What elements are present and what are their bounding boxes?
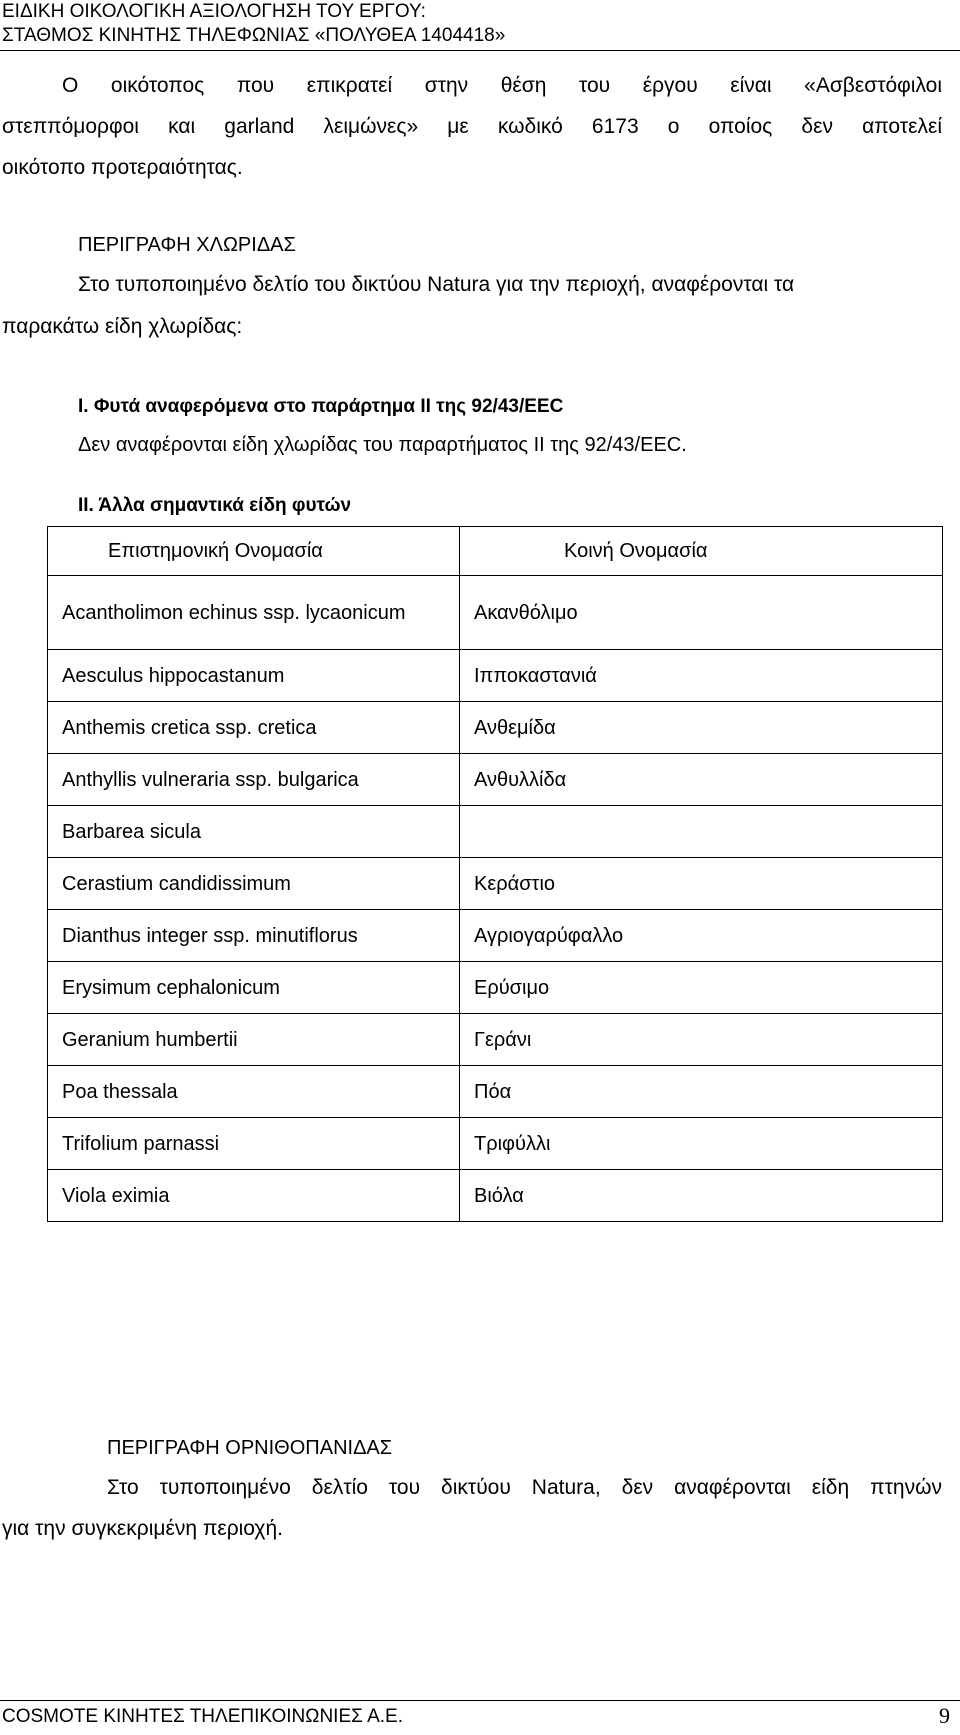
header-subtitle: ΣΤΑΘΜΟΣ ΚΙΝΗΤΗΣ ΤΗΛΕΦΩΝΙΑΣ «ΠΟΛΥΘΕΑ 1404418» xyxy=(2,25,506,46)
birds-line-2: για την συγκεκριμένη περιοχή. xyxy=(2,1517,283,1540)
scientific-name-cell: Poa thessala xyxy=(48,1066,460,1118)
common-name-cell: Ιπποκαστανιά xyxy=(460,650,943,702)
header-divider xyxy=(0,50,960,51)
scientific-name-cell: Geranium humbertii xyxy=(48,1014,460,1066)
common-name-cell xyxy=(460,806,943,858)
table-row xyxy=(48,1170,943,1222)
scientific-name-cell: Aesculus hippocastanum xyxy=(48,650,460,702)
scientific-name-cell: Barbarea sicula xyxy=(48,806,460,858)
flora-paragraph-cont xyxy=(2,313,242,341)
table-row xyxy=(48,754,943,806)
footer-divider xyxy=(0,1700,960,1701)
common-name-cell: Ακανθόλιμο xyxy=(460,576,943,650)
table-row xyxy=(48,1066,943,1118)
common-name-cell: Αγριογαρύφαλλο xyxy=(460,910,943,962)
header-title: ΕΙΔΙΚΗ ΟΙΚΟΛΟΓΙΚΗ ΑΞΙΟΛΟΓΗΣΗ ΤΟΥ ΕΡΓΟΥ: xyxy=(2,1,426,22)
common-name-cell: Τριφύλλι xyxy=(460,1118,943,1170)
species-table xyxy=(47,526,943,1222)
section2-heading: ΙΙ. Άλλα σημαντικά είδη φυτών xyxy=(78,495,352,516)
table-row xyxy=(48,650,943,702)
common-name-cell: Ανθεμίδα xyxy=(460,702,943,754)
scientific-name-cell: Anthemis cretica ssp. cretica xyxy=(48,702,460,754)
intro-line-1: Ο οικότοπος που επικρατεί στην θέση του έργου είναι «Ασβεστόφιλοι xyxy=(62,74,942,97)
document-header xyxy=(2,0,505,48)
common-name-cell: Ανθυλλίδα xyxy=(460,754,943,806)
common-name-cell: Κεράστιο xyxy=(460,858,943,910)
birds-paragraph-cont xyxy=(2,1515,283,1543)
scientific-name-cell: Viola eximia xyxy=(48,1170,460,1222)
intro-paragraph-cont xyxy=(2,113,942,182)
birds-heading: ΠΕΡΙΓΡΑΦΗ ΟΡΝΙΘΟΠΑΝΙΔΑΣ xyxy=(107,1437,393,1459)
common-name-cell: Πόα xyxy=(460,1066,943,1118)
flora-line-2: παρακάτω είδη χλωρίδας: xyxy=(2,315,243,338)
table-row xyxy=(48,702,943,754)
section1-heading: Ι. Φυτά αναφερόμενα στο παράρτημα ΙΙ της 92/43/ΕEC xyxy=(78,396,564,417)
table-row xyxy=(48,962,943,1014)
birds-paragraph xyxy=(107,1474,942,1502)
section1-text: Δεν αναφέρονται είδη χλωρίδας του παραρτήματος ΙΙ της 92/43/ΕEC. xyxy=(78,434,687,456)
scientific-name-cell: Dianthus integer ssp. minutiflorus xyxy=(48,910,460,962)
page-number: 9 xyxy=(939,1703,950,1728)
scientific-name-cell: Erysimum cephalonicum xyxy=(48,962,460,1014)
table-row xyxy=(48,576,943,650)
table-row xyxy=(48,858,943,910)
flora-paragraph xyxy=(78,271,942,299)
birds-line-1: Στο τυποποιημένο δελτίο του δικτύου Natura, δεν αναφέρονται είδη πτηνών xyxy=(107,1476,942,1499)
scientific-name-cell: Acantholimon echinus ssp. lycaonicum xyxy=(48,576,460,650)
column-header-scientific: Επιστημονική Ονομασία xyxy=(48,527,460,576)
common-name-cell: Ερύσιμο xyxy=(460,962,943,1014)
scientific-name-cell: Anthyllis vulneraria ssp. bulgarica xyxy=(48,754,460,806)
scientific-name-cell: Trifolium parnassi xyxy=(48,1118,460,1170)
common-name-cell: Γεράνι xyxy=(460,1014,943,1066)
scientific-name-cell: Cerastium candidissimum xyxy=(48,858,460,910)
common-name-cell: Βιόλα xyxy=(460,1170,943,1222)
table-row xyxy=(48,806,943,858)
intro-line-2: στεππόμορφοι και garland λειμώνες» με κωδικό 6173 ο οποίος δεν αποτελεί xyxy=(2,115,942,138)
footer-company: COSMOTE ΚΙΝΗΤΕΣ ΤΗΛΕΠΙΚΟΙΝΩΝΙΕΣ Α.Ε. xyxy=(2,1706,404,1727)
flora-line-1: Στο τυποποιημένο δελτίο του δικτύου Natura για την περιοχή, αναφέρονται τα xyxy=(78,273,795,296)
table-row xyxy=(48,1014,943,1066)
table-row xyxy=(48,1118,943,1170)
intro-line-3: οικότοπο προτεραιότητας. xyxy=(2,156,243,179)
intro-paragraph xyxy=(62,72,942,100)
table-row xyxy=(48,910,943,962)
column-header-common: Κοινή Ονομασία xyxy=(460,527,943,576)
flora-heading: ΠΕΡΙΓΡΑΦΗ ΧΛΩΡΙΔΑΣ xyxy=(78,234,296,256)
